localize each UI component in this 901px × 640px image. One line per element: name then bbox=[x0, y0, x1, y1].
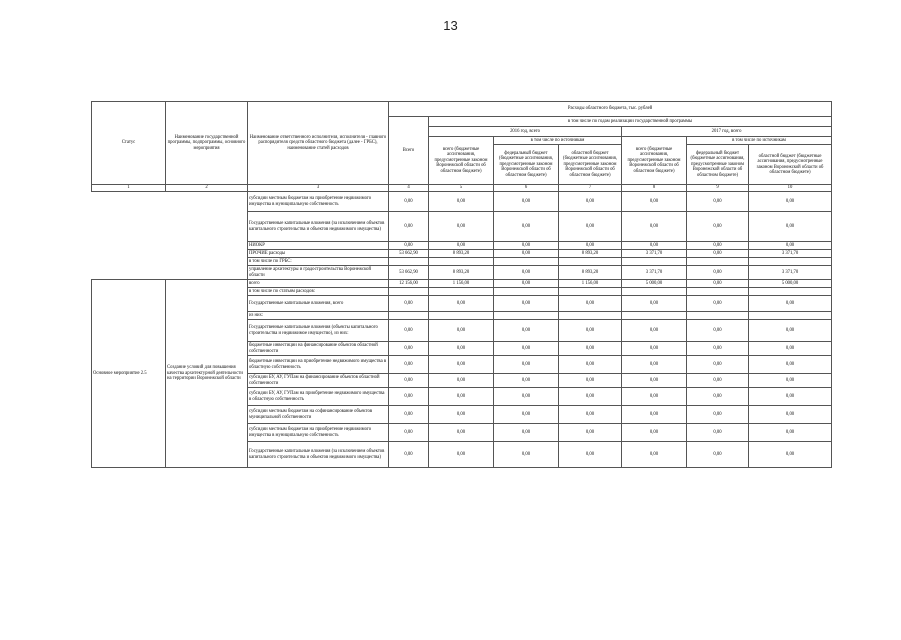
row-value: 0,00 bbox=[622, 296, 687, 312]
row-value: 0,00 bbox=[429, 342, 494, 356]
row-value: 3 371,70 bbox=[622, 266, 687, 280]
row-value bbox=[559, 258, 622, 266]
row-value bbox=[622, 288, 687, 296]
row-value: 0,00 bbox=[622, 424, 687, 442]
row-value: 0,00 bbox=[749, 388, 832, 406]
row-value: 0,00 bbox=[559, 406, 622, 424]
row-value: 0,00 bbox=[559, 242, 622, 250]
row-value: 0,00 bbox=[749, 320, 832, 342]
row-value: 0,00 bbox=[429, 424, 494, 442]
row-value: 0,00 bbox=[389, 212, 429, 242]
year-2017-header: 2017 год, всего bbox=[622, 127, 832, 137]
row-value: 53 662,90 bbox=[389, 250, 429, 258]
row-value: 0,00 bbox=[389, 356, 429, 374]
row-value: 0,00 bbox=[494, 356, 559, 374]
program-name-header: Наименование государственной программы, подпрограммы, основного мероприятия bbox=[166, 102, 248, 185]
row-value: 0,00 bbox=[494, 424, 559, 442]
by-years-header: в том числе по годам реализации государственной программы bbox=[429, 117, 832, 127]
row-value: 0,00 bbox=[749, 296, 832, 312]
row-value: 5 000,00 bbox=[749, 280, 832, 288]
row-value: 0,00 bbox=[749, 192, 832, 212]
row-label: бюджетные инвестиции на приобретение недвижимого имущества в областную собственность bbox=[248, 356, 389, 374]
empty-status-cell bbox=[92, 192, 166, 280]
row-value: 0,00 bbox=[687, 424, 749, 442]
row-value: 8 893,20 bbox=[429, 250, 494, 258]
column-number: 5 bbox=[429, 185, 494, 192]
row-label: Государственные капитальные вложения (за исключением объектов капитального строительства и объектов недвижимого имущества) bbox=[248, 212, 389, 242]
status-header: Статус bbox=[92, 102, 166, 185]
row-value: 0,00 bbox=[494, 374, 559, 388]
row-value: 12 156,00 bbox=[389, 280, 429, 288]
col8-header: всего (бюджетные ассигнования, предусмотренные законом Воронежской области об областном бюджете) bbox=[622, 137, 687, 185]
row-value: 0,00 bbox=[389, 342, 429, 356]
row-value: 0,00 bbox=[687, 250, 749, 258]
row-value: 3 371,70 bbox=[622, 250, 687, 258]
row-value bbox=[494, 258, 559, 266]
page-number: 13 bbox=[443, 18, 458, 33]
row-value: 0,00 bbox=[749, 406, 832, 424]
row-value: 3 371,70 bbox=[749, 266, 832, 280]
empty-name-cell bbox=[166, 192, 248, 280]
row-label: всего bbox=[248, 280, 389, 288]
row-value: 0,00 bbox=[559, 212, 622, 242]
row-value: 0,00 bbox=[429, 296, 494, 312]
row-label: Государственные капитальные вложения, всего bbox=[248, 296, 389, 312]
row-value: 0,00 bbox=[687, 388, 749, 406]
row-value: 0,00 bbox=[622, 374, 687, 388]
row-value: 0,00 bbox=[494, 296, 559, 312]
row-label: ПРОЧИЕ расходы bbox=[248, 250, 389, 258]
row-value: 0,00 bbox=[559, 388, 622, 406]
row-value bbox=[622, 312, 687, 320]
row-value: 0,00 bbox=[687, 356, 749, 374]
row-value: 0,00 bbox=[429, 388, 494, 406]
row-value: 0,00 bbox=[389, 424, 429, 442]
column-number: 8 bbox=[622, 185, 687, 192]
row-label: субсидии БУ, АУ, ГУПам на финансирование объектов областной собственности bbox=[248, 374, 389, 388]
column-number: 1 bbox=[92, 185, 166, 192]
column-number: 9 bbox=[687, 185, 749, 192]
by-sources-2017-header: в том числе по источникам bbox=[687, 137, 832, 145]
row-value: 0,00 bbox=[622, 442, 687, 468]
row-value: 0,00 bbox=[687, 342, 749, 356]
row-value bbox=[389, 288, 429, 296]
row-value: 0,00 bbox=[494, 266, 559, 280]
row-label: Государственные капитальные вложения (за исключением объектов капитального строительства и объектов недвижимого имущества) bbox=[248, 442, 389, 468]
row-value: 0,00 bbox=[494, 320, 559, 342]
row-label: в том числе по статьям расходов: bbox=[248, 288, 389, 296]
row-value: 0,00 bbox=[622, 356, 687, 374]
row-value: 8 893,20 bbox=[559, 266, 622, 280]
row-label: субсидии БУ, АУ, ГУПам на приобретение недвижимого имущества в областную собственность bbox=[248, 388, 389, 406]
row-value: 3 371,70 bbox=[749, 250, 832, 258]
row-value: 0,00 bbox=[559, 356, 622, 374]
row-label: субсидии местным бюджетам на софинансирование объектов муниципальной собственности bbox=[248, 406, 389, 424]
row-value: 0,00 bbox=[429, 374, 494, 388]
row-value: 0,00 bbox=[429, 192, 494, 212]
row-value: 0,00 bbox=[687, 406, 749, 424]
row-value: 0,00 bbox=[494, 242, 559, 250]
row-value bbox=[687, 258, 749, 266]
row-value bbox=[622, 258, 687, 266]
expenses-title-header: Расходы областного бюджета, тыс. рублей bbox=[389, 102, 832, 117]
executor-header: Наименование ответственного исполнителя, исполнителя - главного распорядителя средств областного бюджета (далее - ГРБС), наименование статей расходов bbox=[248, 102, 389, 185]
row-value: 0,00 bbox=[559, 342, 622, 356]
row-value: 0,00 bbox=[749, 342, 832, 356]
row-value: 0,00 bbox=[494, 342, 559, 356]
row-value: 0,00 bbox=[687, 212, 749, 242]
row-value: 0,00 bbox=[622, 212, 687, 242]
row-value: 0,00 bbox=[749, 424, 832, 442]
row-value: 1 156,00 bbox=[559, 280, 622, 288]
row-value: 0,00 bbox=[429, 356, 494, 374]
row-value: 0,00 bbox=[494, 250, 559, 258]
row-value bbox=[749, 288, 832, 296]
row-value bbox=[749, 312, 832, 320]
column-number: 3 bbox=[248, 185, 389, 192]
row-value: 0,00 bbox=[622, 342, 687, 356]
row-label: управление архитектуры и градостроительства Воронежской области bbox=[248, 266, 389, 280]
row-value: 0,00 bbox=[622, 320, 687, 342]
row-value: 0,00 bbox=[687, 296, 749, 312]
row-label: бюджетные инвестиции на финансирование объектов областной собственности bbox=[248, 342, 389, 356]
row-value: 0,00 bbox=[749, 212, 832, 242]
row-value: 0,00 bbox=[559, 296, 622, 312]
row-value: 0,00 bbox=[687, 374, 749, 388]
event-status: Основное мероприятие 2.5 bbox=[92, 280, 166, 468]
col10-header: областной бюджет (бюджетные ассигнования, предусмотренные законом Воронежской области об областном бюджете) bbox=[749, 145, 832, 185]
budget-table bbox=[91, 101, 832, 468]
row-value: 0,00 bbox=[429, 242, 494, 250]
row-value: 0,00 bbox=[559, 374, 622, 388]
row-value bbox=[687, 288, 749, 296]
row-value: 0,00 bbox=[389, 388, 429, 406]
col5-header: всего (бюджетные ассигнования, предусмотренные законом Воронежской области об областном бюджете) bbox=[429, 137, 494, 185]
row-value: 0,00 bbox=[687, 442, 749, 468]
row-value: 0,00 bbox=[389, 374, 429, 388]
row-value: 0,00 bbox=[622, 406, 687, 424]
row-value: 0,00 bbox=[494, 442, 559, 468]
row-value bbox=[429, 312, 494, 320]
row-value bbox=[494, 312, 559, 320]
row-value bbox=[749, 258, 832, 266]
row-value: 0,00 bbox=[429, 212, 494, 242]
row-value: 0,00 bbox=[429, 320, 494, 342]
row-value: 0,00 bbox=[429, 442, 494, 468]
row-value: 0,00 bbox=[749, 242, 832, 250]
row-value: 8 893,20 bbox=[559, 250, 622, 258]
row-value bbox=[687, 312, 749, 320]
col6-header: федеральный бюджет (бюджетные ассигнования, предусмотренные законом Воронежской области об областном бюджете) bbox=[494, 145, 559, 185]
row-value: 0,00 bbox=[622, 242, 687, 250]
row-value: 0,00 bbox=[622, 192, 687, 212]
column-number: 2 bbox=[166, 185, 248, 192]
event-name: Создание условий для повышения качества архитектурной деятельности на территории Воронежской области bbox=[166, 280, 248, 468]
row-label: НИОКР bbox=[248, 242, 389, 250]
row-value: 0,00 bbox=[494, 212, 559, 242]
row-value: 0,00 bbox=[389, 296, 429, 312]
row-value bbox=[559, 288, 622, 296]
year-2016-header: 2016 год, всего bbox=[429, 127, 622, 137]
row-value bbox=[429, 288, 494, 296]
row-value: 8 893,20 bbox=[429, 266, 494, 280]
row-value: 0,00 bbox=[429, 406, 494, 424]
col9-header: федеральный бюджет (бюджетные ассигнования, предусмотренные законом Воронежской области об областном бюджете) bbox=[687, 145, 749, 185]
row-label: в том числе по ГРБС: bbox=[248, 258, 389, 266]
row-value: 5 000,00 bbox=[622, 280, 687, 288]
row-value: 0,00 bbox=[494, 192, 559, 212]
row-value: 0,00 bbox=[559, 192, 622, 212]
column-number: 7 bbox=[559, 185, 622, 192]
table-row bbox=[92, 280, 832, 288]
row-value: 0,00 bbox=[494, 280, 559, 288]
row-value: 0,00 bbox=[749, 442, 832, 468]
row-value: 0,00 bbox=[559, 320, 622, 342]
row-value: 0,00 bbox=[749, 374, 832, 388]
total-header: Всего bbox=[389, 117, 429, 185]
row-value: 0,00 bbox=[559, 442, 622, 468]
col7-header: областной бюджет (бюджетные ассигнования, предусмотренные законом Воронежской области об областном бюджете) bbox=[559, 145, 622, 185]
column-number: 6 bbox=[494, 185, 559, 192]
row-value bbox=[429, 258, 494, 266]
column-number: 4 bbox=[389, 185, 429, 192]
by-sources-2016-header: в том числе по источникам bbox=[494, 137, 622, 145]
row-label: Государственные капитальные вложения (объекты капитального строительства и недвижимое имущество), из них: bbox=[248, 320, 389, 342]
row-value bbox=[389, 258, 429, 266]
table-row bbox=[92, 192, 832, 212]
row-value: 0,00 bbox=[687, 266, 749, 280]
column-number: 10 bbox=[749, 185, 832, 192]
row-value: 0,00 bbox=[389, 320, 429, 342]
row-value: 0,00 bbox=[494, 388, 559, 406]
row-label: субсидии местным бюджетам на приобретение недвижимого имущества в муниципальную собственность bbox=[248, 192, 389, 212]
row-value: 0,00 bbox=[687, 280, 749, 288]
row-value bbox=[389, 312, 429, 320]
row-value: 0,00 bbox=[389, 192, 429, 212]
row-value: 0,00 bbox=[687, 242, 749, 250]
row-label: субсидии местным бюджетам на приобретение недвижимого имущества в муниципальную собственность bbox=[248, 424, 389, 442]
row-value: 0,00 bbox=[749, 356, 832, 374]
row-value: 0,00 bbox=[687, 320, 749, 342]
row-value: 0,00 bbox=[389, 406, 429, 424]
row-value: 0,00 bbox=[687, 192, 749, 212]
row-value: 0,00 bbox=[494, 406, 559, 424]
row-value: 1 156,00 bbox=[429, 280, 494, 288]
row-value bbox=[559, 312, 622, 320]
row-value: 0,00 bbox=[389, 442, 429, 468]
row-value: 53 662,90 bbox=[389, 266, 429, 280]
row-value: 0,00 bbox=[559, 424, 622, 442]
row-label: из них: bbox=[248, 312, 389, 320]
row-value: 0,00 bbox=[622, 388, 687, 406]
row-value bbox=[494, 288, 559, 296]
row-value: 0,00 bbox=[389, 242, 429, 250]
